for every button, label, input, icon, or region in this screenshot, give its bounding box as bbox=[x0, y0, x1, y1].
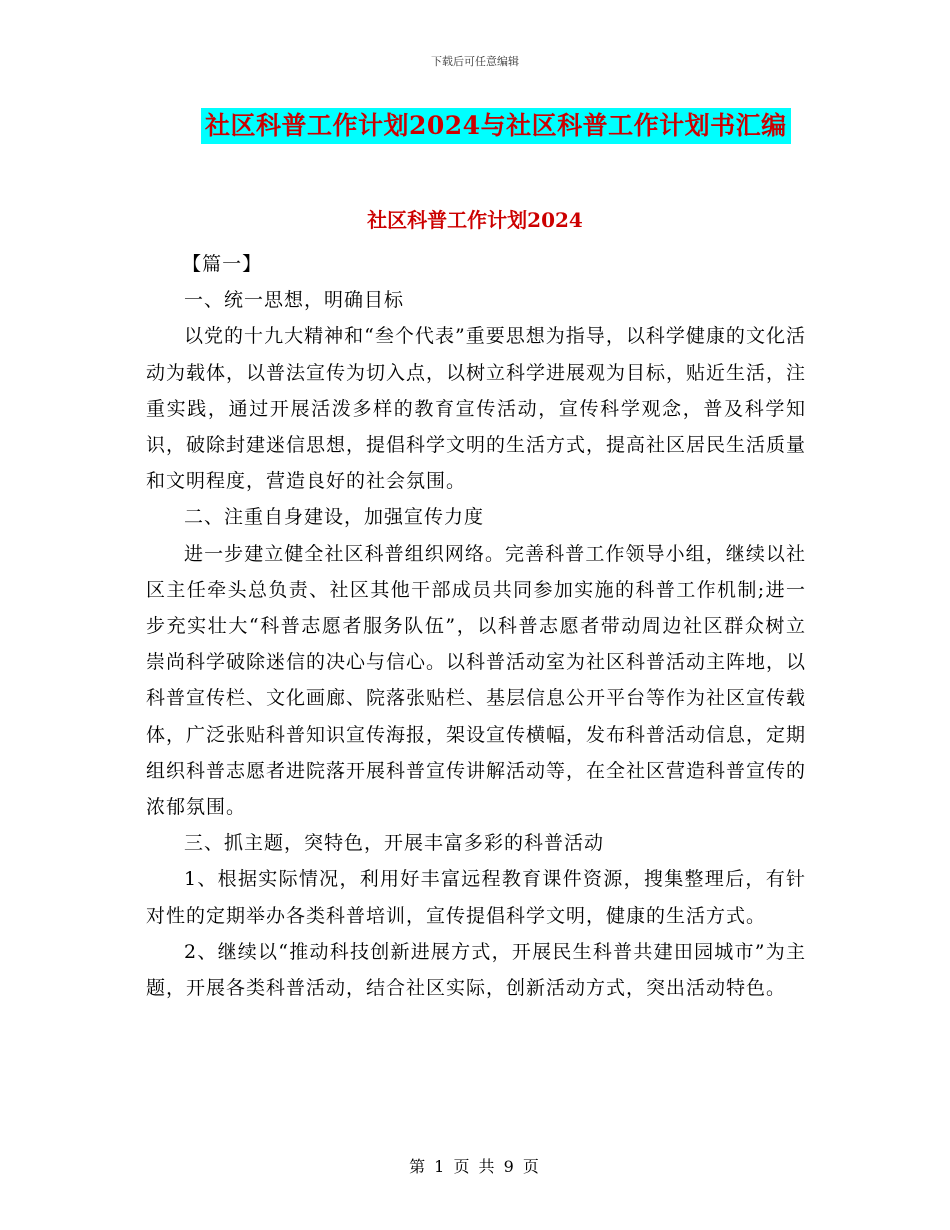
page-footer: 第 1 页 共 9 页 bbox=[409, 1157, 541, 1176]
header-note: 下载后可任意编辑 bbox=[431, 55, 519, 68]
paragraph: 以党的十九大精神和“叁个代表”重要思想为指导，以科学健康的文化活动为载体，以普法宣传为切入点，以树立科学进展观为目标，贴近生活，注重实践，通过开展活泼多样的教育宣传活动，宣传科学观念，普及科学知识，破除封建迷信思想，提倡科学文明的生活方式，提高社区居民生活质量和文明程度，营造良好的社会氛围。 bbox=[146, 325, 807, 493]
paragraph: 2、继续以“推动科技创新进展方式，开展民生科普共建田园城市”为主题，开展各类科普活动，结合社区实际，创新活动方式，突出活动特色。 bbox=[146, 940, 806, 1000]
document-body bbox=[146, 246, 806, 1006]
section-heading: 三、抓主题，突特色，开展丰富多彩的科普活动 bbox=[184, 832, 605, 855]
section-tag: 【篇一】 bbox=[182, 253, 263, 275]
section-heading: 一、统一思想，明确目标 bbox=[184, 289, 405, 312]
paragraph: 1、根据实际情况，利用好丰富远程教育课件资源，搜集整理后，有针对性的定期举办各类科普培训，宣传提倡科学文明，健康的生活方式。 bbox=[146, 868, 806, 927]
sub-title: 社区科普工作计划2024 bbox=[367, 208, 583, 232]
main-title: 社区科普工作计划2024与社区科普工作计划书汇编 bbox=[201, 108, 791, 144]
section-heading: 二、注重自身建设，加强宣传力度 bbox=[184, 506, 485, 529]
paragraph: 进一步建立健全社区科普组织网络。完善科普工作领导小组，继续以社区主任牵头总负责、社区其他干部成员共同参加实施的科普工作机制;进一步充实壮大“科普志愿者服务队伍”，以科普志愿者带动周边社区群众树立崇尚科学破除迷信的决心与信心。以科普活动室为社区科普活动主阵地，以科普宣传栏、文化画廊、院落张贴栏、基层信息公开平台等作为社区宣传载体，广泛张贴科普知识宣传海报，架设宣传横幅，发布科普活动信息，定期组织科普志愿者进院落开展科普宣传讲解活动等，在全社区营造科普宣传的浓郁氛围。 bbox=[146, 542, 807, 819]
